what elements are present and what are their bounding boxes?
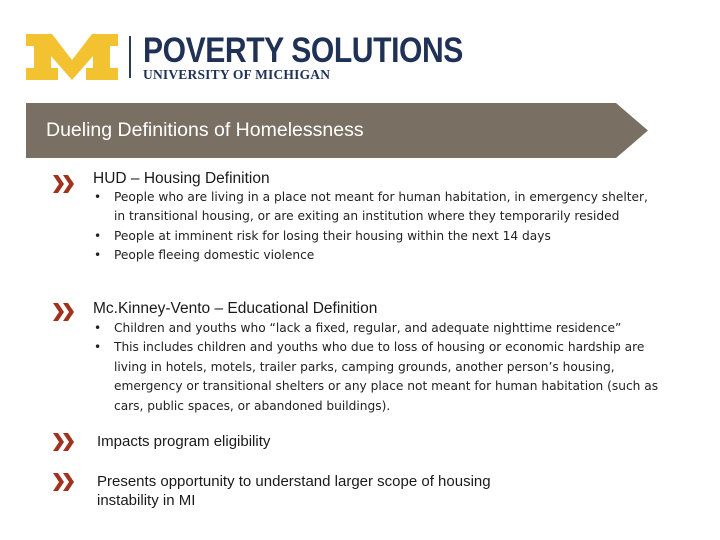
title-banner bbox=[26, 103, 648, 158]
list-item: • Children and youths who “lack a fixed, regular, and adequate nighttime residence” bbox=[92, 319, 662, 338]
section-heading-hud: HUD – Housing Definition bbox=[93, 170, 270, 187]
double-chevron-right-icon bbox=[52, 172, 76, 196]
list-item: • People who are living in a place not meant for human habitation, in emergency shelter, in transitional housing, or are exiting an institution where they temporarily resided bbox=[94, 190, 648, 224]
bullet-icon: • bbox=[94, 321, 102, 335]
logo-divider bbox=[129, 36, 131, 78]
list-item: • This includes children and youths who due to loss of housing or economic hardship are living in hotels, motels, trailer parks, camping grounds, another person’s housing, emergency or transitional shelters or any place not meant for human habitation (such as cars, public spaces, or abandoned buildings). bbox=[94, 340, 659, 413]
point-housing-instability: Presents opportunity to understand larger scope of housing instability in MI bbox=[97, 473, 491, 509]
list-item: • People fleeing domestic violence bbox=[92, 246, 662, 265]
block-m-icon bbox=[26, 34, 118, 80]
double-chevron-right-icon bbox=[52, 430, 76, 454]
poverty-solutions-logo bbox=[26, 30, 463, 82]
double-chevron-right-icon bbox=[52, 300, 76, 324]
university-name: UNIVERSITY OF MICHIGAN bbox=[143, 67, 331, 82]
slide-title: Dueling Definitions of Homelessness bbox=[46, 119, 364, 141]
bullet-icon: • bbox=[94, 340, 102, 355]
mckinney-vento-bullet-list bbox=[92, 319, 662, 416]
point-program-eligibility: Impacts program eligibility bbox=[97, 433, 271, 450]
double-chevron-right-icon bbox=[52, 470, 76, 494]
bullet-icon: • bbox=[94, 190, 102, 204]
hud-bullet-list bbox=[92, 188, 662, 266]
bullet-icon: • bbox=[94, 228, 102, 243]
bullet-icon: • bbox=[94, 248, 102, 263]
list-item: • People at imminent risk for losing their housing within the next 14 days bbox=[92, 227, 662, 246]
org-name: POVERTY SOLUTIONS bbox=[143, 31, 463, 70]
section-heading-mckinney-vento: Mc.Kinney-Vento – Educational Definition bbox=[93, 300, 378, 317]
